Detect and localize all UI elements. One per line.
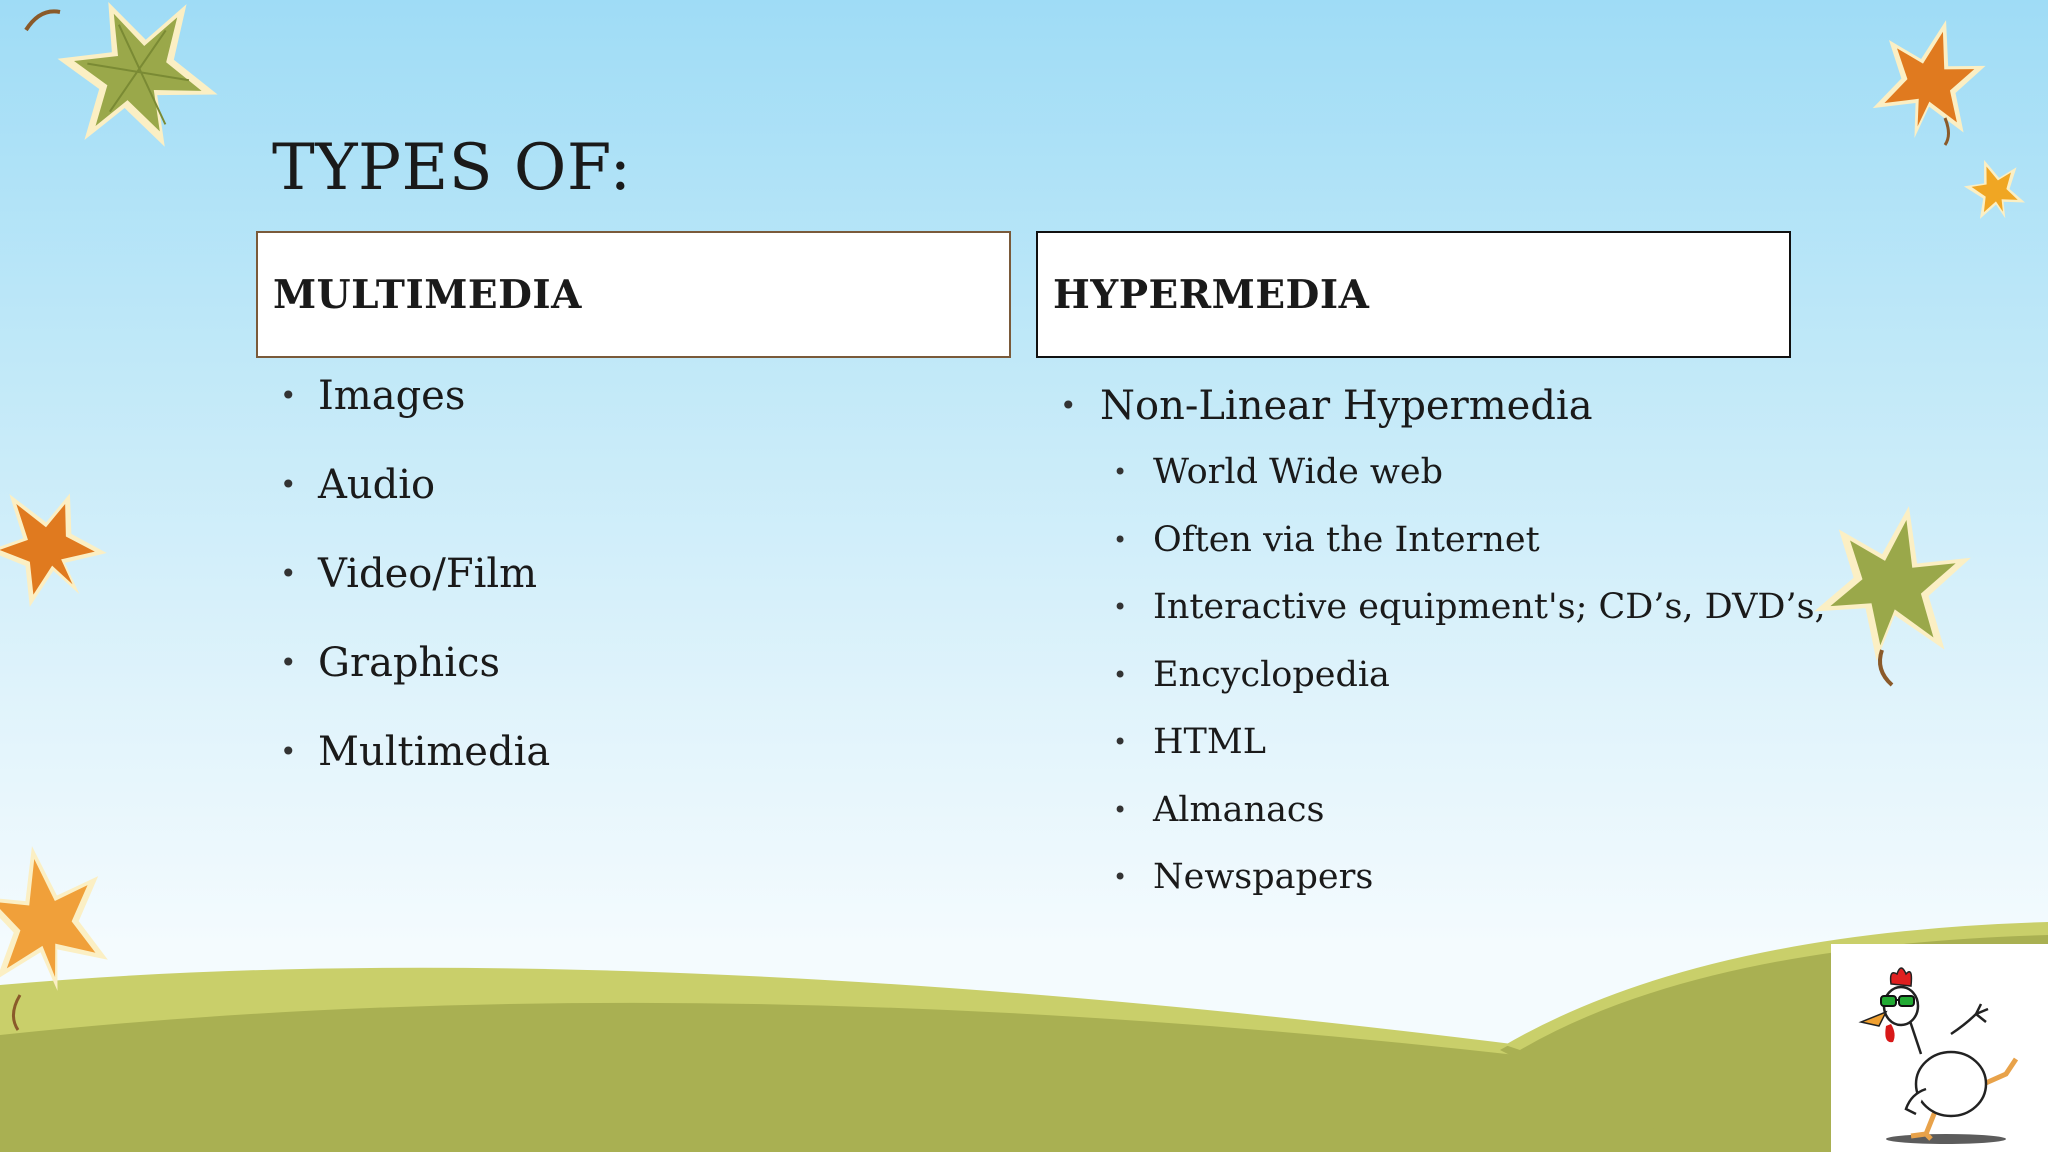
bullet-icon: •: [1113, 863, 1128, 891]
multimedia-header-box: [256, 231, 1011, 358]
small-leaf-icon: [1958, 150, 2032, 227]
bullet-icon: •: [280, 379, 297, 412]
list-item: • Non-Linear Hypermedia: [1060, 376, 1826, 446]
hypermedia-header: HYPERMEDIA: [1053, 271, 1370, 318]
bullet-icon: •: [280, 468, 297, 501]
list-item: • Video/Film: [280, 544, 550, 633]
list-item: • Audio: [280, 455, 550, 544]
sub-list-item: • Often via the Internet: [1113, 514, 1826, 582]
list-item: • Graphics: [280, 633, 550, 722]
bullet-icon: •: [1060, 389, 1077, 422]
bullet-icon: •: [280, 646, 297, 679]
bullet-icon: •: [1113, 795, 1128, 824]
orange-leaf-bottom-icon: [0, 836, 117, 1002]
list-item: • Multimedia: [280, 722, 550, 811]
hypermedia-header-box: [1036, 231, 1791, 358]
sub-list-item: • Newspapers: [1113, 851, 1826, 919]
slide-title: TYPES OF:: [272, 131, 632, 205]
bullet-icon: •: [1113, 458, 1128, 486]
orange-leaf-left-icon: [0, 466, 120, 623]
bullet-icon: •: [1113, 728, 1128, 756]
orange-leaf-icon: [1866, 7, 1994, 151]
green-leaf-icon: [36, 0, 237, 176]
bullet-icon: •: [280, 557, 297, 590]
bullet-icon: •: [1113, 525, 1128, 554]
sub-list-item: • Almanacs: [1113, 784, 1826, 852]
green-leaf-right-icon: [1808, 493, 1978, 674]
list-item: • Images: [280, 366, 550, 455]
sub-list-item: • Encyclopedia: [1113, 649, 1826, 717]
sub-list-item: • World Wide web: [1113, 446, 1826, 514]
bullet-icon: •: [280, 735, 297, 768]
bullet-icon: •: [1113, 660, 1128, 689]
bullet-icon: •: [1113, 593, 1128, 621]
multimedia-list: [280, 366, 550, 811]
multimedia-header: MULTIMEDIA: [273, 271, 582, 318]
sub-list-item: • Interactive equipment's; CD’s, DVD’s,: [1113, 581, 1826, 649]
sub-list-item: • HTML: [1113, 716, 1826, 784]
hypermedia-list: [1060, 376, 1826, 919]
chicken-mascot-image: [1831, 944, 2048, 1152]
